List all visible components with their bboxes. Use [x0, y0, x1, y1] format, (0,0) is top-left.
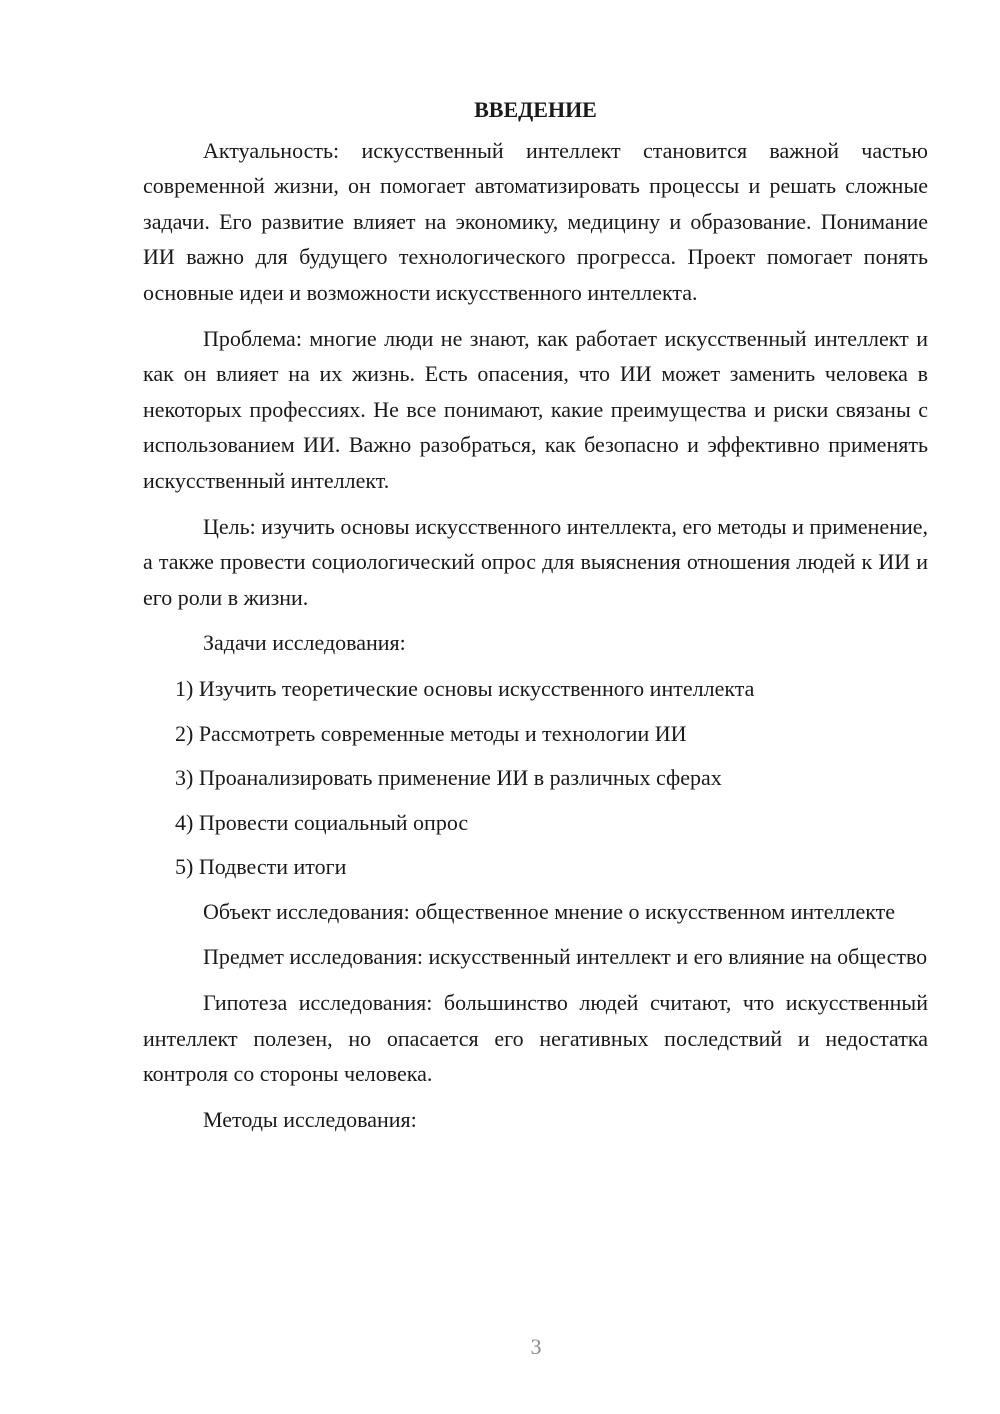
task-item: 2) Рассмотреть современные методы и технологии ИИ [175, 720, 687, 746]
page-number: 3 [530, 1334, 542, 1359]
section-title: ВВЕДЕНИЕ [474, 97, 597, 122]
hypothesis-paragraph: Гипотеза исследования: большинство людей считают, что искусственный интеллект полезен, но опасается его негативных последствий и недостатка контроля со стороны человека. [143, 990, 928, 1087]
page-content [143, 92, 928, 1147]
subject-paragraph: Предмет исследования: искусственный интеллект и его влияние на общество [203, 944, 928, 970]
task-item: 3) Проанализировать применение ИИ в различных сферах [175, 765, 722, 791]
relevance-paragraph: Актуальность: искусственный интеллект становится важной частью современной жизни, он помогает автоматизировать процессы и решать сложные задачи. Его развитие влияет на экономику, медицину и образование. Понимание ИИ важно для будущего технологического прогресса. Проект помогает понять основные идеи и возможности искусственного интеллекта. [143, 137, 928, 305]
task-item: 4) Провести социальный опрос [175, 809, 469, 835]
task-item: 5) Подвести итоги [175, 854, 347, 880]
task-item: 1) Изучить теоретические основы искусственного интеллекта [175, 675, 755, 701]
tasks-label: Задачи исследования: [203, 630, 406, 656]
methods-label: Методы исследования: [203, 1106, 417, 1132]
object-paragraph: Объект исследования: общественное мнение о искусственном интеллекте [203, 898, 896, 924]
problem-paragraph: Проблема: многие люди не знают, как работает искусственный интеллект и как он влияет на их жизнь. Есть опасения, что ИИ может заменить человека в некоторых профессиях. Не все понимают, какие преимущества и риски связаны с использованием ИИ. Важно разобраться, как безопасно и эффективно применять искусственный интеллект. [143, 325, 928, 493]
goal-paragraph: Цель: изучить основы искусственного интеллекта, его методы и применение, а также провести социологический опрос для выяснения отношения людей к ИИ и его роли в жизни. [143, 513, 928, 610]
